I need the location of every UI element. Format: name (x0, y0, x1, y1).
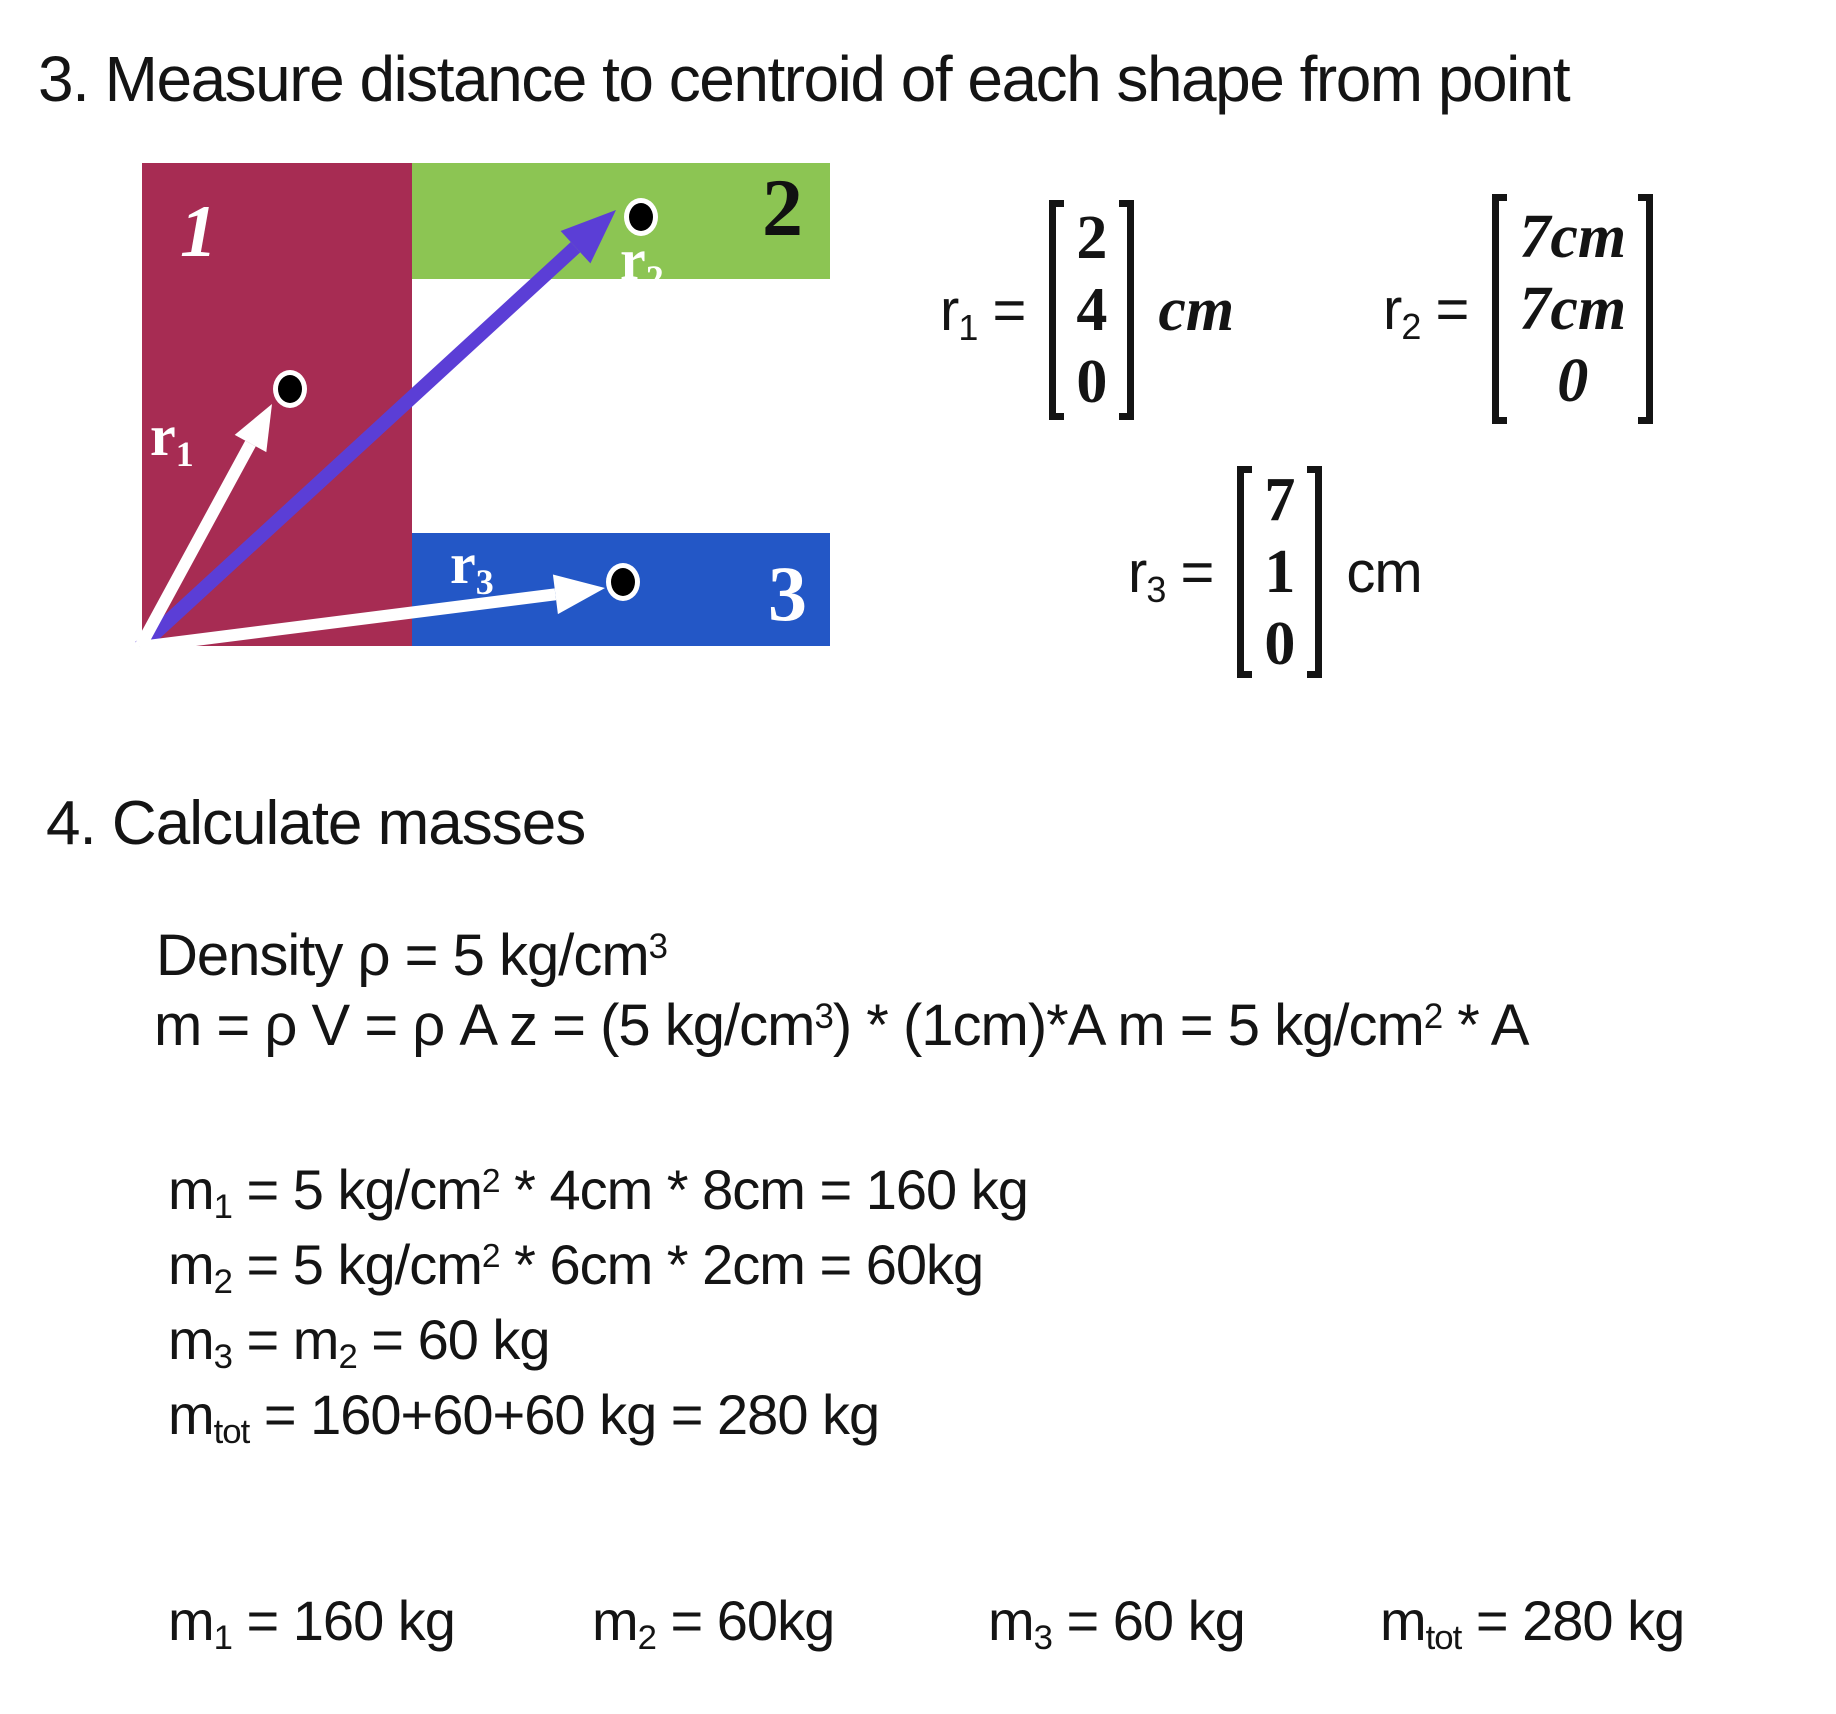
shapes-diagram (130, 155, 840, 655)
r2-arrow (140, 210, 616, 647)
r3-matrix (1237, 466, 1322, 678)
summary-mtot: $m_{tot} = 280$ kg (1380, 1589, 1685, 1657)
r3-unit: cm (1346, 539, 1422, 605)
r3-equation (1128, 466, 1422, 678)
r1-matrix-entry: 4 (1076, 276, 1108, 344)
summary-m3: $m_3 = 60$ kg (988, 1589, 1245, 1657)
mass-line-m3: $m_3 = m_2 = 60$ kg (168, 1308, 550, 1376)
left-bracket (1492, 194, 1507, 424)
right-bracket (1119, 200, 1134, 420)
r2-matrix-entry: 0 (1557, 347, 1589, 415)
density-line: Density ρ = 5 $kg/cm^3$ (156, 923, 668, 988)
mass-calculations (168, 1152, 1028, 1452)
r2-matrix-entry: 7cm (1519, 203, 1627, 271)
page-title: 3. Measure distance to centroid of each shape from point (38, 43, 1570, 115)
r3-matrix-entry: 7 (1264, 466, 1296, 534)
centroid-dot-shape1 (273, 370, 307, 408)
shape-3-label: 3 (768, 550, 807, 637)
r1-unit: cm (1158, 275, 1235, 344)
centroid-dot-shape3 (606, 563, 640, 601)
r2-matrix-entry: 7cm (1519, 275, 1627, 343)
r3-equation-lhs: $r_3$ = (1128, 539, 1214, 610)
mass-line-mtot: $m_{tot} = 160+60+60$ kg = 280 kg (168, 1383, 880, 1451)
mass-formula-line: m = ρ V = ρ A z = (5 $kg/cm^3) * (1cm)*A$ m = 5 $kg/cm^2$ * A (154, 993, 1529, 1058)
r1-matrix-entry: 2 (1076, 204, 1108, 272)
r1-matrix-entry: 0 (1076, 348, 1108, 416)
mass-line-m2: $m_2 = 5$ $kg/cm^2 * 6cm * 2cm = 60kg$ (168, 1233, 984, 1301)
r3-matrix-entry: 0 (1264, 610, 1296, 678)
summary-m2: $m_2 = 60kg$ (592, 1589, 835, 1657)
mass-line-m1: $m_1 = 5$ $kg/cm^2 * 4cm * 8cm = 160$ kg (168, 1158, 1028, 1226)
r1-equation-lhs: $r_1$ = (940, 277, 1026, 348)
r3-vector-label: $r_3$ (450, 531, 494, 602)
r1-equation (940, 200, 1234, 420)
left-bracket (1237, 466, 1252, 678)
r3-matrix-entry: 1 (1264, 538, 1296, 606)
left-bracket (1049, 200, 1064, 420)
r1-vector-label: $r_1$ (150, 403, 194, 474)
shape-1-label: 1 (180, 191, 217, 273)
summary-m1: $m_1 = 160$ kg (168, 1589, 455, 1657)
r1-matrix-column (1064, 200, 1119, 420)
r2-equation (1383, 194, 1653, 424)
r3-matrix-column (1252, 466, 1307, 678)
r2-vector-label: $r_2$ (620, 227, 664, 298)
r2-matrix (1492, 194, 1653, 424)
right-bracket (1307, 466, 1322, 678)
right-bracket (1638, 194, 1653, 424)
r2-matrix-column (1507, 194, 1638, 424)
mass-summary-row (0, 1588, 1836, 1668)
r2-equation-lhs: $r_2$ = (1383, 276, 1469, 347)
r1-matrix (1049, 200, 1134, 420)
shape-2-label: 2 (762, 162, 803, 253)
section-4-heading: 4. Calculate masses (46, 789, 586, 858)
